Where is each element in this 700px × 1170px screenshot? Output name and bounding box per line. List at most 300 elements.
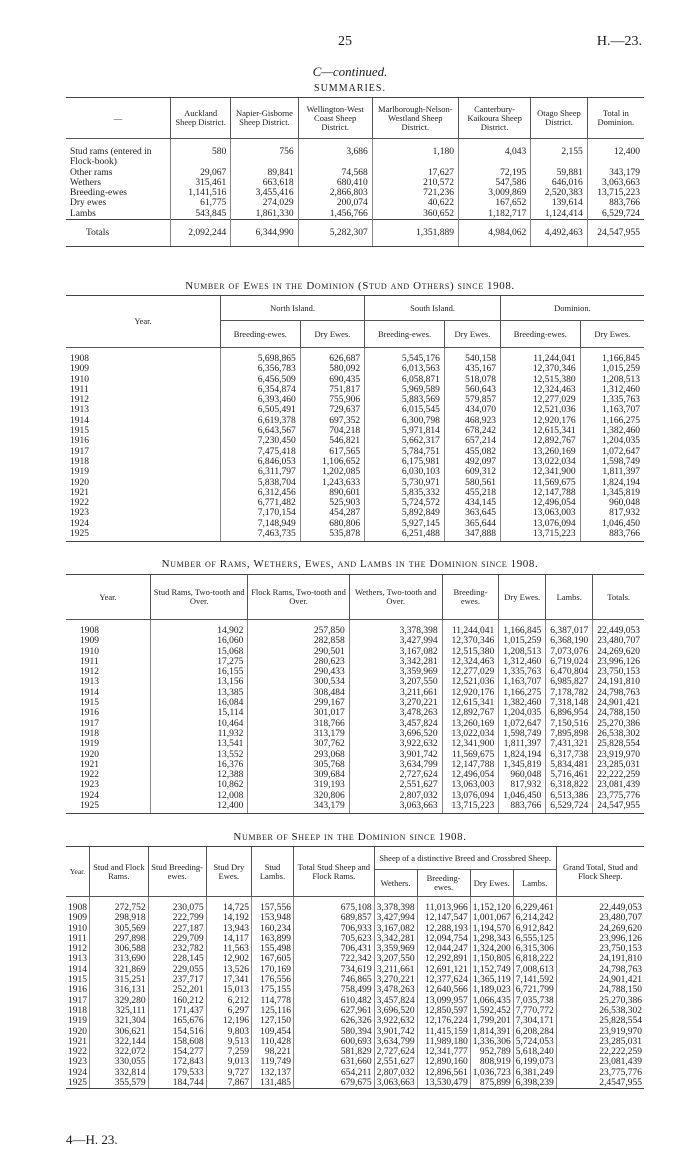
- year-cell: 1912: [80, 667, 99, 678]
- table-cell: 5,838,704: [221, 478, 301, 488]
- table-cell: 11,989,180: [417, 1037, 470, 1047]
- table-cell: 890,601: [300, 488, 364, 498]
- table-cell: 626,326: [294, 1016, 375, 1026]
- table-cell: 3,270,221: [374, 975, 417, 985]
- table-cell: 210,572: [372, 178, 458, 188]
- table-row: [66, 780, 644, 790]
- table-cell: 3,359,969: [349, 667, 442, 677]
- table-cell: 24,798,763: [556, 965, 644, 975]
- table-cell: 12,147,547: [417, 913, 470, 923]
- table-cell: 706,933: [294, 924, 375, 934]
- table-cell: 26,538,302: [556, 1006, 644, 1016]
- column-header: Year.: [66, 575, 151, 620]
- year-cell: 1919: [70, 467, 89, 478]
- table-cell: 7,318,148: [546, 698, 593, 708]
- table-cell: 14,902: [151, 620, 248, 637]
- ewes-table: [66, 295, 644, 542]
- table-row: [66, 348, 644, 365]
- table-cell: 12,496,054: [500, 498, 580, 508]
- year-cell: 1912: [68, 944, 87, 955]
- table-cell: 13,260,169: [442, 719, 499, 729]
- table-cell: 7,035,738: [513, 996, 556, 1006]
- table-cell: 7,304,171: [513, 1016, 556, 1026]
- table-cell: 343,179: [248, 801, 349, 814]
- table-cell: 7,141,592: [513, 975, 556, 985]
- table-cell: 1,152,749: [470, 965, 513, 975]
- table-cell: 40,622: [372, 198, 458, 208]
- summary-column-header: Auckland Sheep District.: [171, 98, 231, 139]
- table-cell: 617,565: [300, 447, 364, 457]
- table-cell: 332,814: [90, 1068, 149, 1078]
- year-cell: 1918: [70, 456, 89, 467]
- table-cell: 12,324,463: [442, 657, 499, 667]
- table-cell: 12,691,121: [417, 965, 470, 975]
- table-cell: 305,569: [90, 924, 149, 934]
- table-cell: 1,824,194: [580, 478, 644, 488]
- table-cell: 163,899: [251, 934, 293, 944]
- table-cell: 12,288,193: [417, 924, 470, 934]
- table-cell: 24,788,150: [556, 985, 644, 995]
- table-cell: 23,775,776: [556, 1068, 644, 1078]
- table-row: [66, 719, 644, 729]
- table-cell: 23,081,439: [593, 780, 644, 790]
- year-cell: 1914: [68, 964, 87, 975]
- year-cell: 1912: [70, 395, 89, 406]
- year-cell: 1909: [80, 636, 99, 647]
- table-cell: 3,922,632: [349, 739, 442, 749]
- table-cell: 274,029: [231, 198, 298, 208]
- table-row: [66, 209, 644, 220]
- table-cell: 646,016: [531, 178, 588, 188]
- table-cell: 6,058,871: [365, 375, 445, 385]
- table-cell: 808,919: [470, 1057, 513, 1067]
- table-cell: 160,234: [251, 924, 293, 934]
- table-cell: 7,463,735: [221, 529, 301, 542]
- table-cell: 6,456,509: [221, 375, 301, 385]
- table-cell: 24,269,620: [556, 924, 644, 934]
- table-cell: 3,378,398: [374, 897, 417, 914]
- table-cell: 24,191,810: [556, 954, 644, 964]
- year-cell: 1920: [70, 477, 89, 488]
- table-cell: 14,725: [206, 897, 251, 914]
- table-cell: 675,108: [294, 897, 375, 914]
- column-header: Wethers, Two-tooth and Over.: [349, 575, 442, 620]
- summary-column-header: Otago Sheep District.: [531, 98, 588, 139]
- table-cell: 657,214: [444, 436, 500, 446]
- table-cell: 5,834,481: [546, 760, 593, 770]
- table-cell: 12,341,900: [442, 739, 499, 749]
- table-cell: 12,324,463: [500, 385, 580, 395]
- table-cell: 1,194,570: [470, 924, 513, 934]
- table-cell: 540,158: [444, 348, 500, 365]
- table-cell: 580,561: [444, 478, 500, 488]
- table-cell: 355,579: [90, 1078, 149, 1089]
- ewes-table-title: Number of Ewes in the Dominion (Stud and Others) since 1908.: [185, 280, 515, 292]
- table-cell: 119,749: [251, 1057, 293, 1067]
- table-cell: 6,315,306: [513, 944, 556, 954]
- table-cell: 12,515,380: [500, 375, 580, 385]
- table-cell: 154,516: [148, 1027, 206, 1037]
- table-cell: 6,643,567: [221, 426, 301, 436]
- table-cell: 309,684: [248, 770, 349, 780]
- column-header: Stud Lambs.: [251, 847, 293, 897]
- table-cell: 12,890,160: [417, 1057, 470, 1067]
- table-cell: 24,547,955: [593, 801, 644, 814]
- table-row: [66, 739, 644, 749]
- table-cell: 23,996,126: [593, 657, 644, 667]
- summary-total-row: [66, 220, 644, 247]
- table-row: [66, 168, 644, 178]
- table-cell: 13,943: [206, 924, 251, 934]
- table-row: [66, 934, 644, 944]
- year-cell: 1910: [70, 374, 89, 385]
- table-cell: 9,727: [206, 1068, 251, 1078]
- total-cell: 4,492,463: [531, 220, 588, 247]
- table-cell: 319,193: [248, 780, 349, 790]
- table-cell: 2,551,627: [349, 780, 442, 790]
- table-row: [66, 698, 644, 708]
- table-cell: 315,251: [90, 975, 149, 985]
- table-cell: 1,015,259: [580, 364, 644, 374]
- table-cell: 23,285,031: [593, 760, 644, 770]
- table-cell: 160,212: [148, 996, 206, 1006]
- table-cell: 1,335,763: [499, 667, 546, 677]
- table-cell: 883,766: [580, 529, 644, 542]
- table-cell: 131,485: [251, 1078, 293, 1089]
- column-header: Totals.: [593, 575, 644, 620]
- table-cell: 61,775: [171, 198, 231, 208]
- year-cell: 1908: [80, 626, 99, 636]
- column-header: Flock Rams, Two-tooth and Over.: [248, 575, 349, 620]
- table-cell: 13,260,169: [500, 447, 580, 457]
- table-cell: 153,948: [251, 913, 293, 923]
- table-cell: 6,356,783: [221, 364, 301, 374]
- table-cell: 12,370,346: [442, 636, 499, 646]
- table-cell: 14,117: [206, 934, 251, 944]
- table-cell: 729,637: [300, 405, 364, 415]
- table-cell: 300,534: [248, 677, 349, 687]
- table-cell: 11,415,159: [417, 1027, 470, 1037]
- table-cell: 237,717: [148, 975, 206, 985]
- table-cell: 547,586: [458, 178, 530, 188]
- year-cell: 1915: [70, 426, 89, 437]
- table-cell: 626,687: [300, 348, 364, 365]
- table-cell: 343,179: [587, 168, 644, 178]
- table-cell: 5,927,145: [365, 519, 445, 529]
- table-cell: 360,652: [372, 209, 458, 220]
- table-cell: 5,724,572: [365, 498, 445, 508]
- table-cell: 952,789: [470, 1047, 513, 1057]
- table-cell: 13,076,094: [500, 519, 580, 529]
- table-cell: 3,696,520: [349, 729, 442, 739]
- table-cell: 1,382,460: [499, 698, 546, 708]
- table-cell: 6,555,125: [513, 934, 556, 944]
- table-cell: 5,883,569: [365, 395, 445, 405]
- table-cell: 2,4547,955: [556, 1078, 644, 1089]
- table-cell: 3,063,663: [374, 1078, 417, 1089]
- table-row: [66, 529, 644, 542]
- summary-header-row: [66, 98, 644, 139]
- year-cell: 1921: [80, 759, 99, 770]
- year-cell: 1924: [80, 790, 99, 801]
- row-label: Lambs: [70, 208, 96, 219]
- group-header: North Island.: [221, 296, 365, 321]
- table-cell: 1,189,023: [470, 985, 513, 995]
- row-label: Wethers: [70, 177, 101, 188]
- table-row: [66, 139, 644, 168]
- table-cell: 321,869: [90, 965, 149, 975]
- table-cell: 6,300,798: [365, 416, 445, 426]
- table-cell: 3,063,663: [587, 178, 644, 188]
- table-cell: 1,336,306: [470, 1037, 513, 1047]
- table-cell: 280,623: [248, 657, 349, 667]
- table-cell: 15,068: [151, 647, 248, 657]
- table-cell: 2,727,624: [349, 770, 442, 780]
- table-cell: 6,297: [206, 1006, 251, 1016]
- table-cell: 689,857: [294, 913, 375, 923]
- table-cell: 1,106,652: [300, 457, 364, 467]
- table-cell: 320,806: [248, 791, 349, 801]
- table-cell: 1,335,763: [580, 395, 644, 405]
- row-label: Dry ewes: [70, 198, 107, 209]
- year-cell: 1913: [80, 677, 99, 688]
- table-cell: 758,499: [294, 985, 375, 995]
- table-cell: 3,167,082: [374, 924, 417, 934]
- table-cell: 24,269,620: [593, 647, 644, 657]
- table-cell: 12,850,597: [417, 1006, 470, 1016]
- table-row: [66, 508, 644, 518]
- year-header: Year.: [66, 296, 221, 348]
- table-cell: 11,244,041: [500, 348, 580, 365]
- table-cell: 322,144: [90, 1037, 149, 1047]
- table-cell: 1,345,819: [580, 488, 644, 498]
- summary-corner-header: —: [66, 98, 171, 139]
- table-cell: 6,912,842: [513, 924, 556, 934]
- table-row: [66, 729, 644, 739]
- table-cell: 960,048: [499, 770, 546, 780]
- sub-header: Wethers.: [374, 870, 417, 897]
- table-cell: 25,270,386: [593, 719, 644, 729]
- table-cell: 580,092: [300, 364, 364, 374]
- footer-signature: 4—H. 23.: [66, 1132, 118, 1147]
- table-cell: 3,207,550: [374, 954, 417, 964]
- table-cell: 12,920,176: [442, 688, 499, 698]
- table-cell: 12,920,176: [500, 416, 580, 426]
- table-cell: 5,892,849: [365, 508, 445, 518]
- table-cell: 9,513: [206, 1037, 251, 1047]
- year-cell: 1918: [80, 728, 99, 739]
- table-cell: 3,207,550: [349, 677, 442, 687]
- table-cell: 3,478,263: [374, 985, 417, 995]
- table-cell: 1,811,397: [580, 467, 644, 477]
- table-cell: 12,147,788: [442, 760, 499, 770]
- year-cell: 1918: [68, 1005, 87, 1016]
- table-cell: 875,899: [470, 1078, 513, 1089]
- table-cell: 6,015,545: [365, 405, 445, 415]
- column-header: Stud and Flock Rams.: [90, 847, 149, 897]
- table-cell: 176,556: [251, 975, 293, 985]
- table-cell: 1,243,633: [300, 478, 364, 488]
- sheep-header-row: [66, 847, 644, 870]
- table-cell: 1,166,275: [499, 688, 546, 698]
- table-cell: 16,060: [151, 636, 248, 646]
- table-cell: 1,208,513: [580, 375, 644, 385]
- table-cell: 3,342,281: [374, 934, 417, 944]
- table-cell: 23,480,707: [556, 913, 644, 923]
- table-cell: 1,166,845: [580, 348, 644, 365]
- table-cell: 5,724,053: [513, 1037, 556, 1047]
- table-cell: 1,036,723: [470, 1068, 513, 1078]
- table-cell: 579,857: [444, 395, 500, 405]
- year-cell: 1908: [68, 903, 87, 913]
- total-cell: 4,984,062: [458, 220, 530, 247]
- table-cell: 6,721,799: [513, 985, 556, 995]
- table-cell: 26,538,302: [593, 729, 644, 739]
- table-cell: 110,428: [251, 1037, 293, 1047]
- table-cell: 1,046,450: [580, 519, 644, 529]
- table-cell: 200,074: [298, 198, 372, 208]
- year-cell: 1916: [70, 436, 89, 447]
- table-cell: 170,169: [251, 965, 293, 975]
- page-header: [0, 34, 700, 54]
- table-cell: 365,644: [444, 519, 500, 529]
- table-row: [66, 467, 644, 477]
- year-cell: 1922: [68, 1047, 87, 1058]
- continued-label: C—continued.: [312, 64, 388, 79]
- table-cell: 13,715,223: [442, 801, 499, 814]
- page-number: 25: [338, 34, 352, 49]
- column-header: Dry Ewes.: [499, 575, 546, 620]
- table-row: [66, 436, 644, 446]
- table-cell: 6,393,460: [221, 395, 301, 405]
- table-cell: 5,662,317: [365, 436, 445, 446]
- table-cell: 184,744: [148, 1078, 206, 1089]
- table-cell: 22,449,053: [556, 897, 644, 914]
- table-cell: 5,618,240: [513, 1047, 556, 1057]
- table-cell: 3,696,520: [374, 1006, 417, 1016]
- sub-header: Dry Ewes.: [300, 321, 364, 348]
- table-cell: 6,398,239: [513, 1078, 556, 1089]
- table-cell: 23,285,031: [556, 1037, 644, 1047]
- table-cell: 1,298,343: [470, 934, 513, 944]
- rams-header-row: [66, 575, 644, 620]
- table-cell: 22,449,053: [593, 620, 644, 637]
- table-cell: 23,750,153: [593, 667, 644, 677]
- table-cell: 543,845: [171, 209, 231, 220]
- table-cell: 6,208,284: [513, 1027, 556, 1037]
- table-cell: 546,821: [300, 436, 364, 446]
- table-cell: 229,055: [148, 965, 206, 975]
- table-cell: 7,895,898: [546, 729, 593, 739]
- table-cell: 704,218: [300, 426, 364, 436]
- table-row: [66, 198, 644, 208]
- table-cell: 13,063,003: [500, 508, 580, 518]
- table-cell: 12,400: [587, 139, 644, 168]
- table-cell: 3,167,082: [349, 647, 442, 657]
- table-cell: 1,001,067: [470, 913, 513, 923]
- table-cell: 751,817: [300, 385, 364, 395]
- table-row: [66, 677, 644, 687]
- table-row: [66, 478, 644, 488]
- rams-wethers-ewes-lambs-table: [66, 574, 644, 814]
- ewes-group-header-row: [66, 296, 644, 321]
- table-cell: 316,131: [90, 985, 149, 995]
- year-cell: 1924: [68, 1067, 87, 1078]
- table-cell: 23,919,970: [593, 750, 644, 760]
- table-cell: 680,410: [298, 178, 372, 188]
- table-cell: 9,803: [206, 1027, 251, 1037]
- year-cell: 1910: [68, 923, 87, 934]
- table-cell: 167,652: [458, 198, 530, 208]
- table-cell: 1,150,805: [470, 954, 513, 964]
- sub-header: Breeding-ewes.: [417, 870, 470, 897]
- table-cell: 1,312,460: [580, 385, 644, 395]
- year-cell: 1916: [68, 985, 87, 996]
- table-cell: 1,382,460: [580, 426, 644, 436]
- table-cell: 12,902: [206, 954, 251, 964]
- table-cell: 6,214,242: [513, 913, 556, 923]
- table-cell: 6,312,456: [221, 488, 301, 498]
- table-row: [66, 750, 644, 760]
- table-cell: 59,881: [531, 168, 588, 178]
- table-cell: 132,137: [251, 1068, 293, 1078]
- summary-column-header: Napier-Gisborne Sheep District.: [231, 98, 298, 139]
- table-cell: 318,766: [248, 719, 349, 729]
- table-cell: 13,715,223: [500, 529, 580, 542]
- table-cell: 690,435: [300, 375, 364, 385]
- table-cell: 580,394: [294, 1027, 375, 1037]
- table-cell: 12,196: [206, 1016, 251, 1026]
- table-cell: 12,377,624: [417, 975, 470, 985]
- table-cell: 1,598,749: [580, 457, 644, 467]
- table-cell: 13,022,034: [500, 457, 580, 467]
- table-cell: 229,709: [148, 934, 206, 944]
- table-row: [66, 975, 644, 985]
- year-cell: 1924: [70, 518, 89, 529]
- table-row: [66, 395, 644, 405]
- year-cell: 1919: [80, 739, 99, 750]
- table-cell: 13,552: [151, 750, 248, 760]
- table-cell: 1,166,275: [580, 416, 644, 426]
- rams-table-title: Number of Rams, Wethers, Ewes, and Lambs in the Dominion since 1908.: [161, 558, 539, 570]
- table-cell: 706,431: [294, 944, 375, 954]
- table-cell: 7,178,782: [546, 688, 593, 698]
- row-label: Breeding-ewes: [70, 188, 127, 199]
- table-cell: 6,985,827: [546, 677, 593, 687]
- table-cell: 609,312: [444, 467, 500, 477]
- table-cell: 600,693: [294, 1037, 375, 1047]
- year-cell: 1914: [70, 415, 89, 426]
- table-cell: 705,623: [294, 934, 375, 944]
- table-row: [66, 965, 644, 975]
- table-cell: 755,906: [300, 395, 364, 405]
- table-cell: 171,437: [148, 1006, 206, 1016]
- document-reference: H.—23.: [596, 34, 642, 49]
- total-cell: 5,282,307: [298, 220, 372, 247]
- table-cell: 2,520,383: [531, 188, 588, 198]
- table-cell: 5,545,176: [365, 348, 445, 365]
- table-cell: 1,861,330: [231, 209, 298, 220]
- table-cell: 321,304: [90, 1016, 149, 1026]
- table-cell: 434,070: [444, 405, 500, 415]
- table-cell: 13,715,223: [587, 188, 644, 198]
- table-cell: 1,182,717: [458, 209, 530, 220]
- sub-header: Dry Ewes.: [580, 321, 644, 348]
- table-cell: 6,896,954: [546, 708, 593, 718]
- table-cell: 697,352: [300, 416, 364, 426]
- table-cell: 3,686: [298, 139, 372, 168]
- table-cell: 11,013,966: [417, 897, 470, 914]
